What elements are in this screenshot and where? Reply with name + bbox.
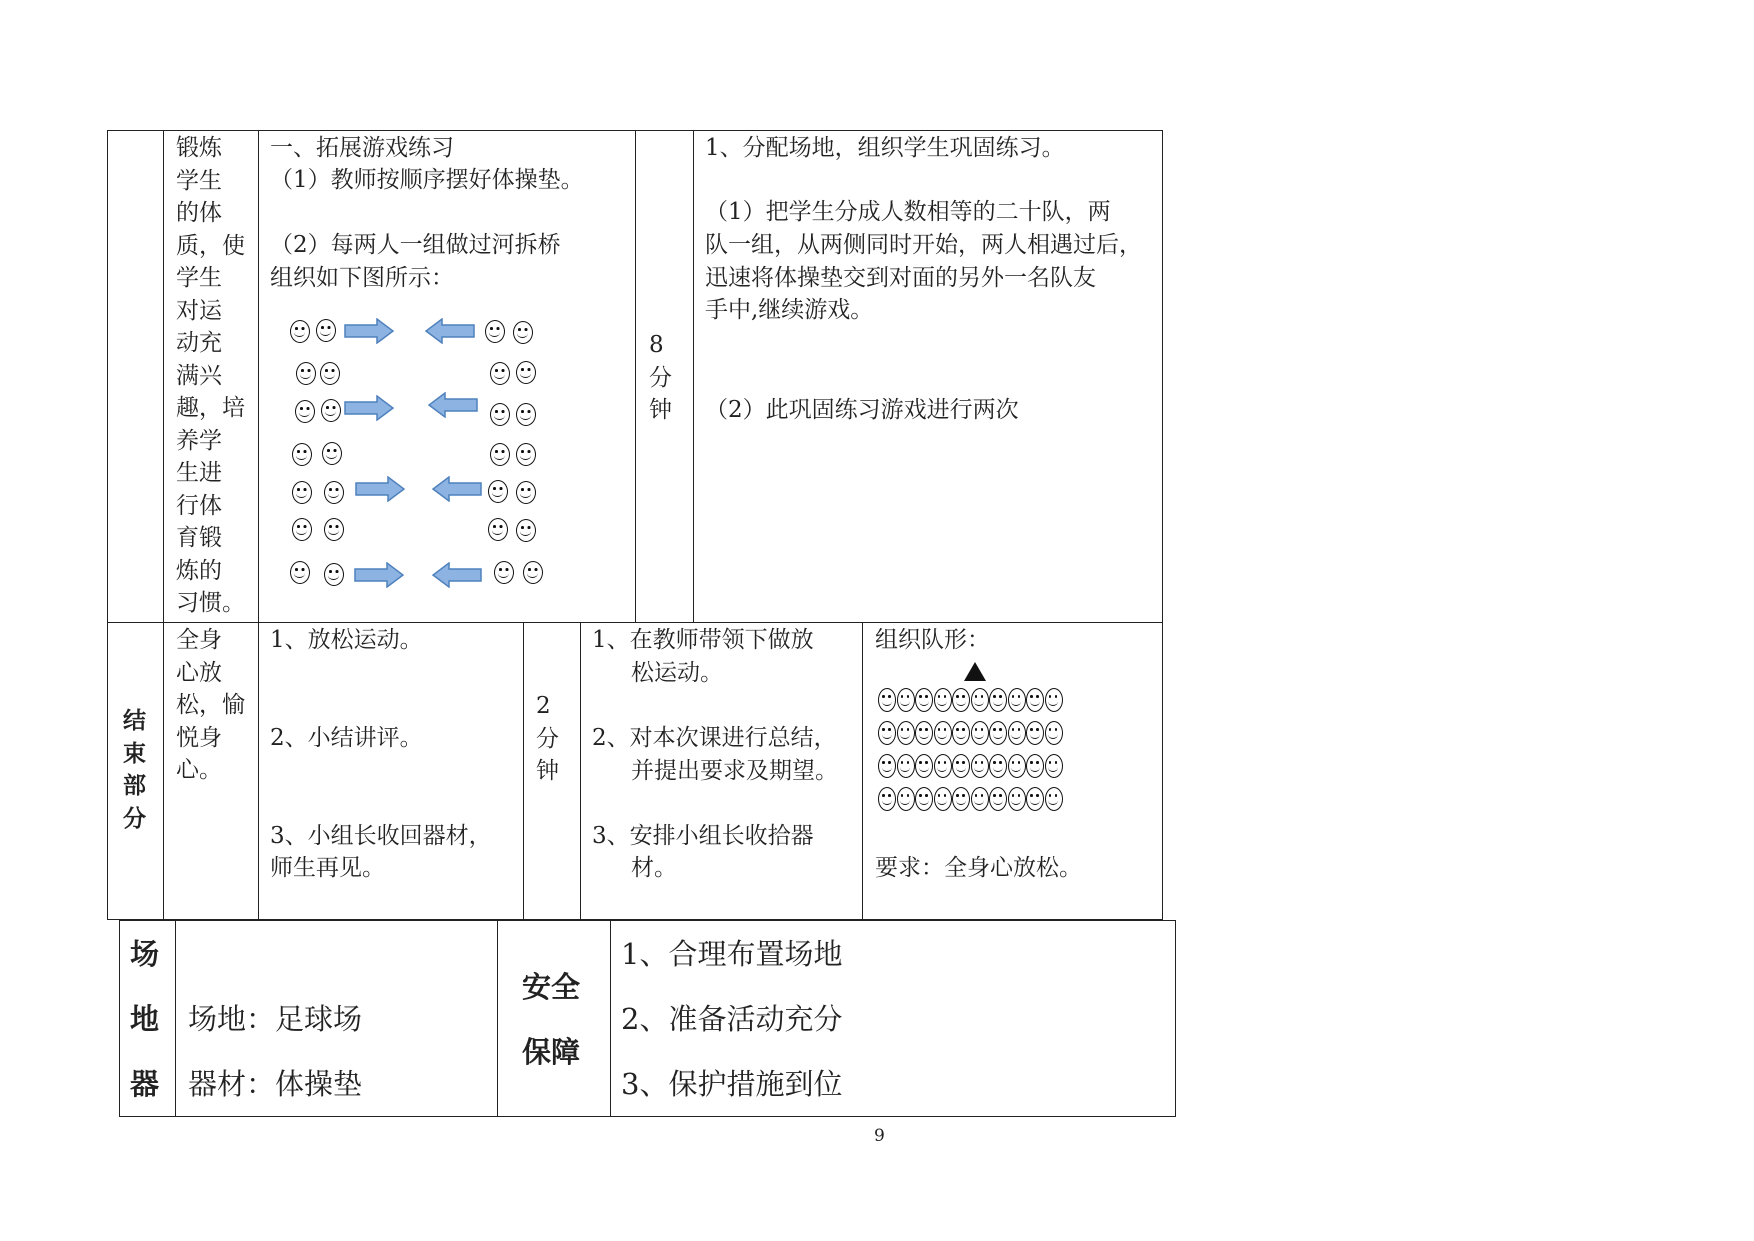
smiley-face-icon — [952, 787, 970, 811]
game-method-title: 1、分配场地，组织学生巩固练习。 — [705, 135, 1065, 161]
arrow-left-icon — [432, 476, 482, 502]
footer-col-line-1 — [175, 920, 176, 1117]
smiley-face-icon — [934, 754, 952, 778]
smiley-face-icon — [897, 721, 915, 745]
game-time: 8 分 钟 — [649, 332, 672, 423]
end-goal: 全身 心放 松，愉 悦身 心。 — [176, 627, 245, 783]
smiley-face-icon — [320, 362, 340, 385]
smiley-face-icon — [1008, 688, 1026, 712]
smiley-face-icon — [952, 754, 970, 778]
smiley-face-icon — [934, 688, 952, 712]
smiley-face-icon — [1045, 754, 1063, 778]
smiley-face-icon — [321, 399, 341, 422]
game-content-step2: （2）每两人一组做过河拆桥 — [270, 232, 561, 258]
game-goal: 锻炼 学生 的体 质，使 学生 对运 动充 满兴 趣，培 养学 生进 行体 育锻 炼的 习惯。 — [176, 135, 245, 616]
smiley-face-icon — [915, 754, 933, 778]
smiley-face-icon — [516, 361, 536, 384]
end-org-title: 组织队形： — [875, 627, 990, 653]
end-content-3-line1: 3、小组长收回器材， — [270, 823, 492, 849]
smiley-face-icon — [989, 721, 1007, 745]
footer-safety-item-1: 1、合理布置场地 — [621, 937, 843, 971]
smiley-face-icon — [485, 320, 505, 343]
smiley-face-icon — [915, 787, 933, 811]
smiley-face-icon — [989, 787, 1007, 811]
smiley-face-icon — [513, 321, 533, 344]
game-method-p1-line1: （1）把学生分成人数相等的二十队，两 — [705, 199, 1111, 225]
triangle-teacher-icon — [964, 662, 986, 681]
smiley-face-icon — [316, 319, 336, 342]
arrow-left-icon — [428, 392, 478, 418]
col-line-part — [163, 130, 164, 920]
end-method-2-line1: 2、对本次课进行总结， — [592, 725, 837, 751]
col-line-content-game — [635, 130, 636, 622]
smiley-face-icon — [1008, 754, 1026, 778]
section-divider — [107, 622, 1163, 623]
footer-safety-label: 安全 保障 — [522, 970, 581, 1069]
arrow-right-icon — [355, 476, 405, 502]
smiley-face-icon — [516, 443, 536, 466]
smiley-face-icon — [295, 400, 315, 423]
smiley-face-icon — [897, 754, 915, 778]
end-content-3-line2: 师生再见。 — [270, 855, 385, 881]
smiley-face-icon — [494, 561, 514, 584]
smiley-face-icon — [324, 481, 344, 504]
end-part-label: 结 束 部 分 — [123, 707, 146, 832]
smiley-face-icon — [1045, 721, 1063, 745]
smiley-face-icon — [989, 688, 1007, 712]
game-content-title: 一、拓展游戏练习 — [270, 135, 454, 161]
end-method-2-line2: 并提出要求及期望。 — [631, 758, 838, 784]
smiley-face-icon — [490, 403, 510, 426]
smiley-face-icon — [971, 754, 989, 778]
smiley-face-icon — [296, 362, 316, 385]
smiley-face-icon — [292, 443, 312, 466]
smiley-face-icon — [1026, 787, 1044, 811]
arrow-left-icon — [425, 318, 475, 344]
col-line-content-end — [523, 622, 524, 920]
smiley-face-icon — [1008, 721, 1026, 745]
end-method-3-line1: 3、安排小组长收拾器 — [592, 823, 814, 849]
smiley-face-icon — [1008, 787, 1026, 811]
end-time: 2 分 钟 — [536, 693, 559, 784]
smiley-face-icon — [324, 563, 344, 586]
smiley-face-icon — [1045, 787, 1063, 811]
col-line-time-game — [693, 130, 694, 622]
smiley-face-icon — [878, 688, 896, 712]
smiley-face-icon — [952, 721, 970, 745]
smiley-face-icon — [971, 688, 989, 712]
game-method-p1-line2: 队一组，从两侧同时开始，两人相遇过后， — [705, 232, 1142, 258]
footer-safety-item-2: 2、准备活动充分 — [621, 1002, 843, 1036]
end-org-requirement: 要求：全身心放松。 — [875, 855, 1082, 881]
end-method-1-line1: 1、在教师带领下做放 — [592, 627, 814, 653]
footer-label: 场 地 器 — [130, 937, 160, 1101]
smiley-face-icon — [324, 518, 344, 541]
smiley-face-icon — [1026, 754, 1044, 778]
smiley-face-icon — [934, 787, 952, 811]
smiley-face-icon — [488, 518, 508, 541]
arrow-left-icon — [432, 562, 482, 588]
smiley-face-icon — [1045, 688, 1063, 712]
game-method-p2: （2）此巩固练习游戏进行两次 — [705, 397, 1019, 423]
smiley-face-icon — [290, 320, 310, 343]
smiley-face-icon — [915, 688, 933, 712]
smiley-face-icon — [878, 787, 896, 811]
footer-col-line-2 — [497, 920, 498, 1117]
end-method-3-line2: 材。 — [631, 855, 677, 881]
end-content-2: 2、小结讲评。 — [270, 725, 423, 751]
end-formation — [878, 660, 1078, 815]
smiley-face-icon — [488, 480, 508, 503]
game-diagram — [280, 315, 570, 600]
page-number: 9 — [874, 1126, 885, 1146]
arrow-right-icon — [344, 318, 394, 344]
smiley-face-icon — [934, 721, 952, 745]
smiley-face-icon — [952, 688, 970, 712]
smiley-face-icon — [490, 443, 510, 466]
smiley-face-icon — [897, 688, 915, 712]
game-method-p1-line4: 手中,继续游戏。 — [705, 297, 874, 323]
smiley-face-icon — [490, 362, 510, 385]
smiley-face-icon — [878, 721, 896, 745]
smiley-face-icon — [971, 721, 989, 745]
smiley-face-icon — [292, 481, 312, 504]
smiley-face-icon — [915, 721, 933, 745]
smiley-face-icon — [989, 754, 1007, 778]
end-method-1-line2: 松运动。 — [631, 660, 723, 686]
smiley-face-icon — [290, 561, 310, 584]
footer-col-line-3 — [610, 920, 611, 1117]
col-line-goal — [258, 130, 259, 920]
smiley-face-icon — [523, 561, 543, 584]
smiley-face-icon — [1026, 688, 1044, 712]
end-content-1: 1、放松运动。 — [270, 627, 423, 653]
smiley-face-icon — [516, 481, 536, 504]
game-method-p1-line3: 迅速将体操垫交到对面的另外一名队友 — [705, 265, 1096, 291]
game-content-step3: 组织如下图所示： — [270, 265, 454, 291]
col-line-time-end — [580, 622, 581, 920]
arrow-right-icon — [354, 562, 404, 588]
smiley-face-icon — [516, 403, 536, 426]
smiley-face-icon — [897, 787, 915, 811]
smiley-face-icon — [1026, 721, 1044, 745]
footer-equipment: 器材：体操垫 — [188, 1067, 363, 1101]
footer-safety-item-3: 3、保护措施到位 — [621, 1067, 843, 1101]
game-content-step1: （1）教师按顺序摆好体操垫。 — [270, 167, 584, 193]
arrow-right-icon — [344, 395, 394, 421]
smiley-face-icon — [971, 787, 989, 811]
col-line-method-end — [862, 622, 863, 920]
footer-venue: 场地：足球场 — [188, 1002, 363, 1036]
smiley-face-icon — [516, 519, 536, 542]
smiley-face-icon — [322, 442, 342, 465]
smiley-face-icon — [292, 518, 312, 541]
smiley-face-icon — [878, 754, 896, 778]
